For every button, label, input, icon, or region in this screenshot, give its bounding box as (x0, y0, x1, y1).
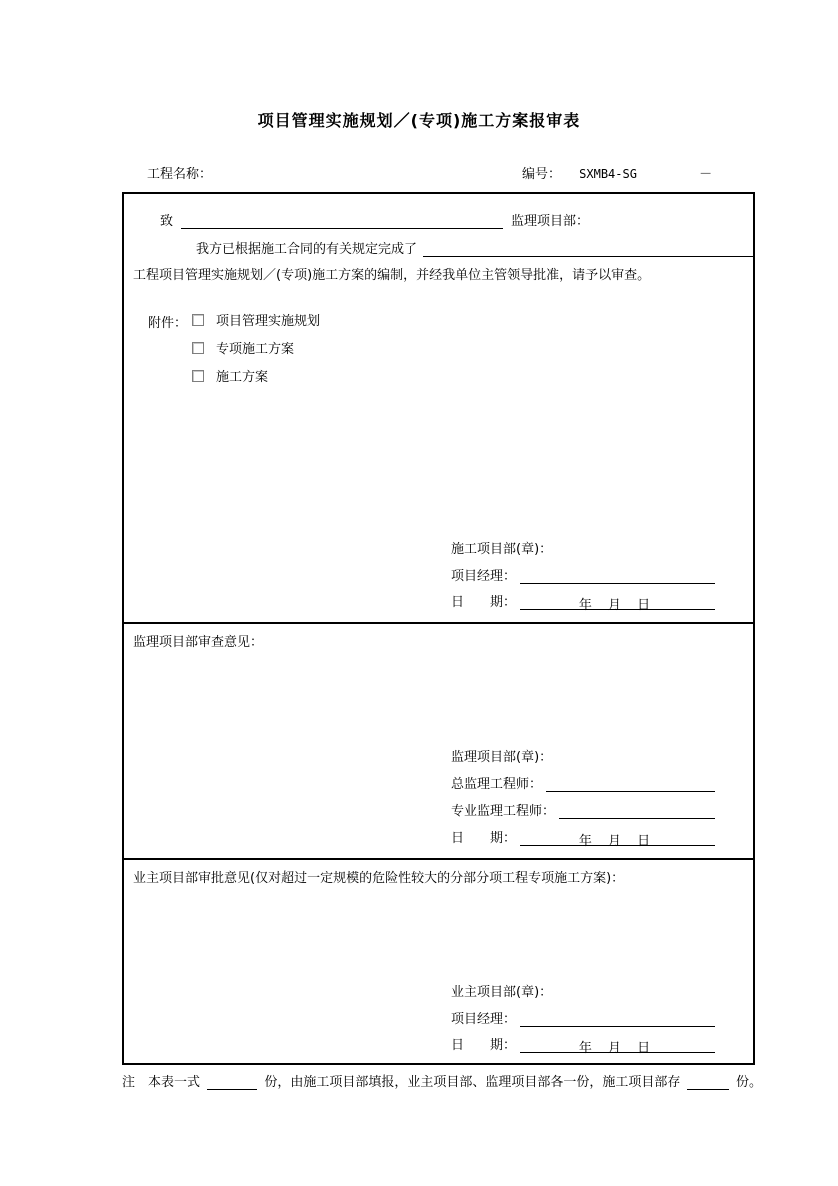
completed-blank-line[interactable] (423, 241, 753, 257)
contractor-seal-label: 施工项目部(章)： (451, 542, 553, 557)
footnote (122, 1071, 762, 1090)
supervisor-seal-label: 监理项目部(章)： (451, 750, 553, 765)
copies-blank-line[interactable] (207, 1075, 257, 1090)
attachment-item (192, 310, 320, 329)
code-dash: － (699, 167, 713, 182)
date-label: 日 期： (451, 831, 517, 846)
date-label: 日 期： (451, 1038, 517, 1053)
statement-text: 工程项目管理实施规划／(专项)施工方案的编制，并经我单位主管领导批准，请予以审查。 (133, 268, 651, 283)
attachment-item (192, 338, 294, 357)
section-owner (124, 858, 753, 1063)
attachment-label: 专项施工方案 (216, 342, 295, 357)
specialty-engineer-row (451, 800, 715, 819)
chief-engineer-signature-line[interactable] (546, 776, 715, 792)
code-group (522, 163, 712, 182)
owner-section-title: 业主项目部审批意见(仅对超过一定规模的危险性较大的分部分项工程专项施工方案)： (133, 871, 625, 886)
addressee-row (160, 210, 739, 229)
chief-engineer-label: 总监理工程师： (451, 777, 543, 792)
to-label: 致 (160, 214, 174, 229)
supervisor-date-row (451, 827, 715, 849)
attachment-label: 项目管理实施规划 (216, 314, 321, 329)
form-title: 项目管理实施规划／(专项)施工方案报审表 (257, 111, 581, 130)
manager-signature-line[interactable] (520, 568, 715, 584)
completed-row (196, 238, 753, 257)
code-label: 编号： (522, 167, 562, 182)
supervisor-section-title: 监理项目部审查意见： (133, 635, 264, 650)
contractor-date-row (451, 591, 715, 613)
checkbox-scheme-icon[interactable] (192, 370, 204, 382)
attachments-label: 附件： (148, 316, 188, 331)
date-fill-line[interactable]: 年 月 日 (520, 594, 715, 610)
to-suffix-label: 监理项目部： (511, 214, 590, 229)
chief-engineer-row (451, 773, 715, 792)
owner-manager-row (451, 1008, 715, 1027)
manager-label: 项目经理： (451, 1012, 517, 1027)
attachment-item (192, 366, 268, 385)
specialty-engineer-signature-line[interactable] (559, 803, 715, 819)
attachment-label: 施工方案 (216, 370, 269, 385)
project-name-label: 工程名称： (147, 167, 213, 182)
section-supervisor (124, 622, 753, 858)
owner-date-row (451, 1034, 715, 1056)
completed-prefix-label: 我方已根据施工合同的有关规定完成了 (196, 242, 418, 257)
checkbox-plan-icon[interactable] (192, 314, 204, 326)
date-label: 日 期： (451, 595, 517, 610)
manager-label: 项目经理： (451, 569, 517, 584)
contractor-manager-row (451, 565, 715, 584)
footnote-suffix: 份。 (735, 1075, 762, 1090)
specialty-engineer-label: 专业监理工程师： (451, 804, 556, 819)
owner-seal-label: 业主项目部(章)： (451, 985, 553, 1000)
footnote-middle: 份，由施工项目部填报，业主项目部、监理项目部各一份，施工项目部存 (264, 1075, 681, 1090)
section-apply (124, 194, 753, 622)
footnote-prefix: 注 本表一式 (122, 1075, 201, 1090)
manager-signature-line[interactable] (520, 1011, 715, 1027)
code-value: SXMB4-SG (579, 167, 637, 181)
form-body (122, 192, 755, 1065)
date-fill-line[interactable]: 年 月 日 (520, 1037, 715, 1053)
checkbox-special-scheme-icon[interactable] (192, 342, 204, 354)
date-fill-line[interactable]: 年 月 日 (520, 830, 715, 846)
addressee-blank-line[interactable] (181, 213, 503, 229)
meta-row (0, 163, 838, 181)
keep-copies-blank-line[interactable] (687, 1075, 729, 1090)
